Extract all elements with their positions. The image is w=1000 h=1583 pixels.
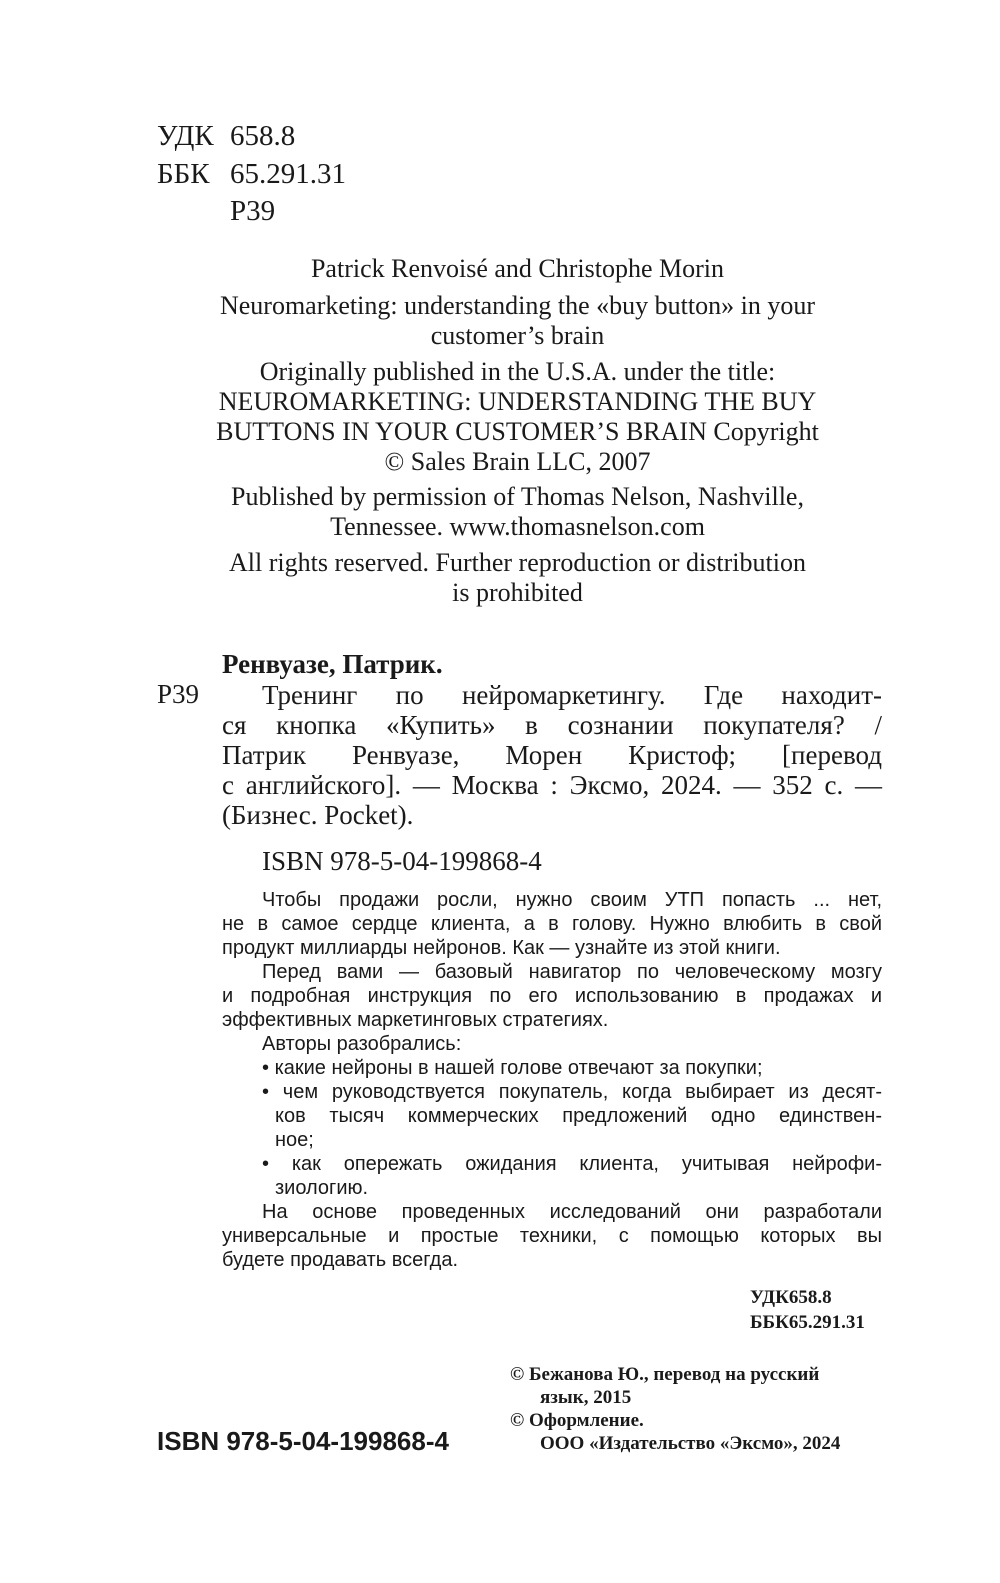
annotation-line: На основе проведенных исследований они разработали [262, 1201, 882, 1223]
annotation-line: и подробная инструкция по его использованию в продажах и [222, 985, 882, 1007]
annotation-line: эффективных маркетинговых стратегиях. [222, 1009, 609, 1031]
bullet-item: • чем руководствуется покупатель, когда выбирает из десят- [262, 1080, 882, 1104]
bullet-item: • какие нейроны в нашей голове отвечают за покупки; [262, 1056, 922, 1080]
permission-notice [150, 482, 885, 542]
bullet-continuation: ное; [275, 1129, 314, 1151]
rights-notice [150, 548, 885, 608]
originally-line: NEUROMARKETING: UNDERSTANDING THE BUY [218, 387, 817, 416]
annotation-line: продукт миллиарды нейронов. Как — узнайте из этой книги. [222, 937, 781, 959]
rights-line: All rights reserved. Further reproduction or distribution [229, 548, 806, 577]
permission-line: Published by permission of Thomas Nelson, Nashville, [231, 482, 804, 511]
isbn-bottom: ISBN 978-5-04-199868-4 [157, 1426, 449, 1456]
isbn-record: ISBN 978-5-04-199868-4 [262, 846, 542, 876]
copyright-design-cont: ООО «Издательство «Эксмо», 2024 [540, 1433, 841, 1454]
originally-line: © Sales Brain LLC, 2007 [384, 447, 651, 476]
annotation-line: Перед вами — базовый навигатор по человеческому мозгу [262, 961, 882, 983]
annotation-line: Чтобы продажи росли, нужно своим УТП попасть ... нет, [262, 889, 882, 911]
original-authors [150, 254, 885, 284]
copyright-translation-cont: язык, 2015 [540, 1387, 632, 1408]
permission-line: Tennessee. www.thomasnelson.com [330, 512, 705, 541]
bib-description-line: (Бизнес. Pocket). [222, 800, 414, 830]
bib-description-line: с английского]. — Москва : Эксмо, 2024. — 352 с. — [222, 770, 882, 800]
bbk-label: ББК [157, 158, 210, 190]
footer-udk: УДК658.8 [750, 1287, 832, 1308]
udk-value: 658.8 [230, 120, 296, 152]
annotation-line: не в самое сердце клиента, а в голову. Нужно влюбить в свой [222, 913, 882, 935]
originally-line: Originally published in the U.S.A. under the title: [259, 357, 776, 386]
copyright-translation: © Бежанова Ю., перевод на русский [510, 1364, 820, 1385]
copyright-design: © Оформление. [510, 1410, 644, 1431]
bib-description-line: ся кнопка «Купить» в сознании покупателя? / [222, 710, 882, 740]
originally-line: BUTTONS IN YOUR CUSTOMER’S BRAIN Copyright [216, 417, 819, 446]
original-title-line: customer’s brain [430, 321, 605, 350]
bib-description-line: Тренинг по нейромаркетингу. Где находит- [262, 680, 882, 710]
authors-intro: Авторы разобрались: [262, 1033, 462, 1055]
bib-description-line: Патрик Ренвуазе, Морен Кристоф; [перевод [222, 740, 882, 770]
bib-code: Р39 [157, 679, 200, 709]
bbk-value: 65.291.31 [230, 158, 346, 190]
originally-published [150, 357, 885, 477]
original-title [150, 291, 885, 351]
footer-bbk: ББК65.291.31 [750, 1312, 865, 1333]
annotation-line: будете продавать всегда. [222, 1249, 459, 1271]
bullet-continuation: зиологию. [275, 1177, 369, 1199]
bullet-continuation: ков тысяч коммерческих предложений одно единствен- [275, 1105, 882, 1127]
rights-line: is prohibited [452, 578, 583, 607]
udk-label: УДК [157, 120, 214, 152]
author-mark: Р39 [230, 195, 276, 227]
original-title-line: Neuromarketing: understanding the «buy button» in your [219, 291, 815, 320]
original-authors-line: Patrick Renvoisé and Christophe Morin [310, 254, 725, 283]
bullet-item: • как опережать ожидания клиента, учитывая нейрофи- [262, 1152, 882, 1176]
bib-author-heading: Ренвуазе, Патрик. [222, 649, 443, 679]
annotation-line: универсальные и простые техники, с помощью которых вы [222, 1225, 882, 1247]
